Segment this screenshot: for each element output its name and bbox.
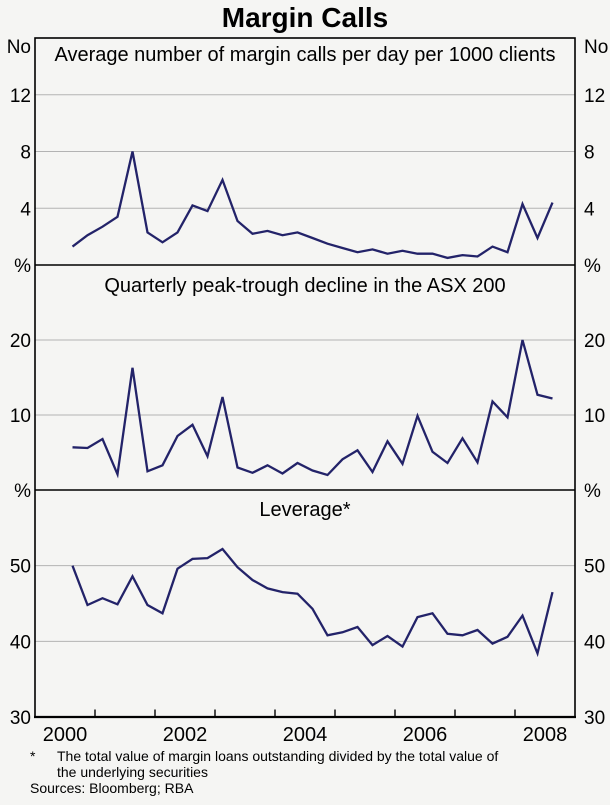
panel2-ytick-left-10: 10 <box>9 406 31 427</box>
panel2-unit-right: % <box>584 256 601 277</box>
panel3-series-line <box>73 549 553 653</box>
year-label-2008: 2008 <box>522 724 568 746</box>
panel1-ytick-left-12: 12 <box>9 85 31 107</box>
panel1-ytick-right-8: 8 <box>584 142 595 164</box>
panel2-ytick-left-20: 20 <box>9 331 31 352</box>
panel3-ymin-left: 30 <box>9 708 31 729</box>
year-label-2002: 2002 <box>162 724 208 746</box>
panel3-ytick-right-40: 40 <box>584 632 606 654</box>
year-label-2006: 2006 <box>402 724 448 746</box>
panel2-caption: Quarterly peak-trough decline in the ASX 200 <box>104 275 506 297</box>
panel1-series-line <box>73 152 553 258</box>
panel2-unit-left: % <box>14 256 31 277</box>
panel1-unit-right: No <box>584 37 609 58</box>
footnote-line1: The total value of margin loans outstanding divided by the total value of <box>57 748 499 764</box>
panel3-caption: Leverage* <box>259 499 351 521</box>
year-label-2004: 2004 <box>282 724 328 746</box>
panel1-caption: Average number of margin calls per day per 1000 clients <box>54 44 556 66</box>
panel3-ytick-left-50: 50 <box>9 556 31 578</box>
footnote-line2: the underlying securities <box>57 764 208 780</box>
sources-line: Sources: Bloomberg; RBA <box>30 780 194 796</box>
panel3-ymin-right: 30 <box>584 708 606 729</box>
panel1-ytick-left-4: 4 <box>20 199 31 221</box>
panel3-unit-right: % <box>584 481 601 502</box>
panel1-ytick-right-12: 12 <box>584 85 606 107</box>
chart-frame <box>35 38 575 717</box>
footnote-block <box>30 748 585 796</box>
footnote-marker: * <box>30 748 36 764</box>
panel1-unit-left: No <box>6 37 31 58</box>
panel2-ytick-right-10: 10 <box>584 406 606 427</box>
panel3-ytick-right-50: 50 <box>584 556 606 578</box>
panel2-series-line <box>73 340 553 475</box>
year-label-2000: 2000 <box>42 724 88 746</box>
panel1-ytick-left-8: 8 <box>20 142 31 164</box>
chart-title: Margin Calls <box>221 2 389 33</box>
panel3-unit-left: % <box>14 481 31 502</box>
panel3-ytick-left-40: 40 <box>9 632 31 654</box>
panel2-ytick-right-20: 20 <box>584 331 606 352</box>
panel1-ytick-right-4: 4 <box>584 199 595 221</box>
